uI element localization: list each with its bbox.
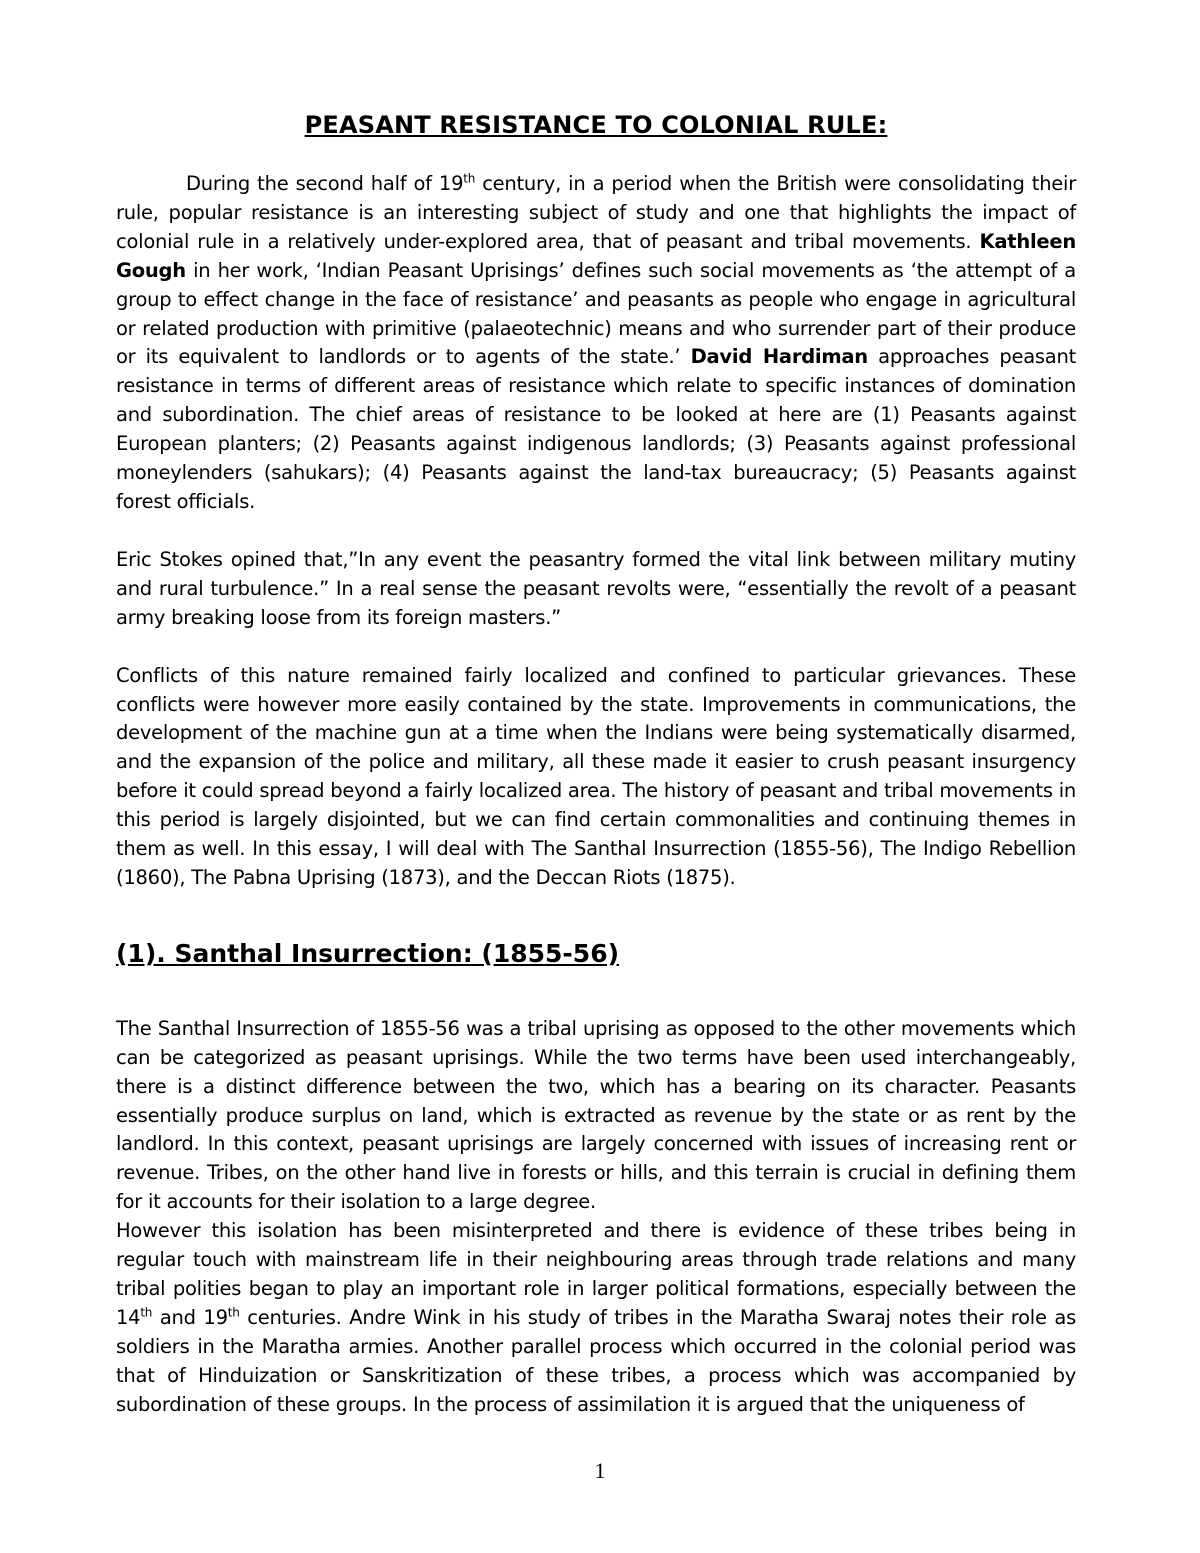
stokes-paragraph: Eric Stokes opined that,”In any event the peasantry formed the vital link between military mutiny and rural turbulence.” In a real sense the peasant revolts were, “essentially the revolt of a peasant army breaking loose from its foreign masters.” bbox=[116, 547, 1076, 629]
intro-text-1: During the second half of 19 bbox=[186, 172, 464, 195]
intro-text-2: century, in a period when the British were consolidating their rule, popular resistance is an interesting subject of study and one that highlights the impact of colonial rule in a relatively under-explored area, that of peasant and tribal movements. bbox=[116, 172, 1076, 253]
isolation-text-1: However this isolation has been misinterpreted and there is evidence of these tribes being in regular touch with mainstream life in their neighbouring areas through trade relations and many tribal polities began to play an important role in larger political formations, especially between the 14 bbox=[116, 1219, 1076, 1329]
intro-text-3: in her work, ‘Indian Peasant Uprisings’ defines such social movements as ‘the attempt of a group to effect change in the face of resistance’ and peasants as people who engage in agricultural or related production with primitive (palaeotechnic) means and who surrender part of their produce or its equivalent to landlords or to agents of the state.’ bbox=[116, 258, 1076, 369]
page-title: PEASANT RESISTANCE TO COLONIAL RULE: bbox=[304, 111, 888, 139]
conflicts-paragraph: Conflicts of this nature remained fairly localized and confined to particular grievances. These conflicts were however more easily contained by the state. Improvements in communications, the development of the machine gun at a time when the Indians were being systematically disarmed, and the expansion of the police and military, all these made it easier to crush peasant insurgency before it could spread beyond a fairly localized area. The history of peasant and tribal movements in this period is largely disjointed, but we can find certain commonalities and continuing themes in them as well. In this essay, I will deal with The Santhal Insurrection (1855-56), The Indigo Rebellion (1860), The Pabna Uprising (1873), and the Deccan Riots (1875). bbox=[116, 663, 1076, 889]
author-david-hardiman: David Hardiman bbox=[690, 345, 868, 369]
page-content bbox=[116, 108, 1076, 1420]
isolation-text-3: centuries. Andre Wink in his study of tribes in the Maratha Swaraj notes their role as soldiers in the Maratha armies. Another parallel process which occurred in the colonial period was that of Hinduization or Sanskritization of these tribes, a process which was accompanied by subordination of these groups. In the process of assimilation it is argued that the uniqueness of bbox=[116, 1305, 1076, 1416]
intro-superscript: th bbox=[463, 171, 476, 186]
intro-text-4: approaches peasant resistance in terms of different areas of resistance which relate to specific instances of domination and subordination. The chief areas of resistance to be looked at here are (1) Peasants against European planters; (2) Peasants against indigenous landlords; (3) Peasants against professional moneylenders (sahukars); (4) Peasants against the land-tax bureaucracy; (5) Peasants against forest officials. bbox=[116, 345, 1077, 513]
page-number: 1 bbox=[594, 1458, 606, 1483]
isolation-paragraph bbox=[116, 1217, 1076, 1419]
intro-paragraph bbox=[116, 170, 1076, 517]
isolation-superscript-1: th bbox=[140, 1305, 153, 1320]
section-heading-santhal: (1). Santhal Insurrection: (1855-56) bbox=[116, 938, 620, 968]
author-kathleen-gough: Kathleen Gough bbox=[116, 229, 1076, 282]
isolation-superscript-2: th bbox=[227, 1305, 240, 1320]
santhal-paragraph: The Santhal Insurrection of 1855-56 was a tribal uprising as opposed to the other movements which can be categorized as peasant uprisings. While the two terms have been used interchangeably, there is a distinct difference between the two, which has a bearing on its character. Peasants essentially produce surplus on land, which is extracted as revenue by the state or as rent by the landlord. In this context, peasant uprisings are largely concerned with issues of increasing rent or revenue. Tribes, on the other hand live in forests or hills, and this terrain is crucial in defining them for it accounts for their isolation to a large degree. bbox=[116, 1016, 1076, 1214]
isolation-text-2: and 19 bbox=[152, 1305, 228, 1329]
